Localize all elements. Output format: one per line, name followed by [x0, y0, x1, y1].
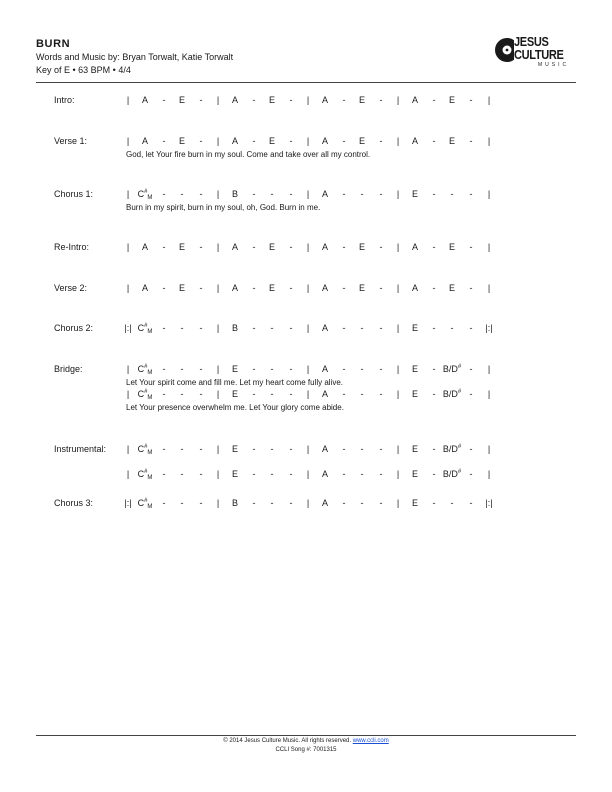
- chord-symbol: A: [321, 444, 329, 454]
- chord-symbol: E: [178, 95, 186, 105]
- beat-dash: -: [180, 444, 184, 454]
- beat-dash: -: [379, 498, 383, 508]
- beat-dash: -: [469, 469, 473, 479]
- chord-row: [0, 94, 612, 106]
- chord-symbol: E: [448, 136, 456, 146]
- chord-symbol: A: [321, 498, 329, 508]
- beat-dash: -: [199, 469, 203, 479]
- bar-line: |: [126, 444, 130, 454]
- chord-symbol: A: [141, 95, 149, 105]
- beat-dash: -: [379, 95, 383, 105]
- chord-symbol: $C^{\#}_M$: [137, 498, 153, 510]
- beat-dash: -: [289, 283, 293, 293]
- bar-line: |: [126, 95, 130, 105]
- chord-symbol: E: [411, 189, 419, 199]
- beat-dash: -: [379, 242, 383, 252]
- beat-dash: -: [252, 242, 256, 252]
- chord-symbol: E: [411, 389, 419, 399]
- chord-symbol: E: [358, 242, 366, 252]
- bar-line: |: [216, 283, 220, 293]
- beat-dash: -: [360, 364, 364, 374]
- beat-dash: -: [289, 242, 293, 252]
- chord-row: [0, 282, 612, 294]
- chord-symbol: A: [231, 283, 239, 293]
- beat-dash: -: [469, 242, 473, 252]
- bar-line: |: [306, 283, 310, 293]
- beat-dash: -: [252, 95, 256, 105]
- beat-dash: -: [270, 323, 274, 333]
- beat-dash: -: [469, 283, 473, 293]
- section-label: Chorus 1:: [54, 189, 94, 199]
- beat-dash: -: [342, 444, 346, 454]
- beat-dash: -: [162, 189, 166, 199]
- beat-dash: -: [360, 389, 364, 399]
- beat-dash: -: [252, 283, 256, 293]
- beat-dash: -: [432, 389, 436, 399]
- chord-row: [0, 443, 612, 455]
- chord-symbol: E: [358, 283, 366, 293]
- beat-dash: -: [360, 469, 364, 479]
- ccli-song-number: CCLI Song #: 7001315: [275, 747, 337, 753]
- beat-dash: -: [360, 498, 364, 508]
- chord-symbol: A: [321, 323, 329, 333]
- beat-dash: -: [199, 364, 203, 374]
- beat-dash: -: [379, 444, 383, 454]
- chord-symbol: B/D#: [442, 389, 462, 399]
- top-rule: [36, 82, 576, 83]
- chord-symbol: E: [268, 136, 276, 146]
- chord-symbol: E: [411, 469, 419, 479]
- beat-dash: -: [289, 364, 293, 374]
- beat-dash: -: [469, 389, 473, 399]
- lyric-line: God, let Your fire burn in my soul. Come and take over all my control.: [126, 150, 371, 159]
- ccli-link[interactable]: www.ccli.com: [352, 738, 389, 744]
- beat-dash: -: [270, 469, 274, 479]
- beat-dash: -: [379, 189, 383, 199]
- chord-symbol: E: [448, 283, 456, 293]
- beat-dash: -: [162, 323, 166, 333]
- bar-line: |: [487, 95, 491, 105]
- chord-symbol: A: [321, 242, 329, 252]
- beat-dash: -: [199, 242, 203, 252]
- bar-line: |: [306, 498, 310, 508]
- chord-symbol: E: [231, 469, 239, 479]
- bar-line: |: [396, 498, 400, 508]
- chord-symbol: B/D#: [442, 469, 462, 479]
- bar-line: |: [396, 444, 400, 454]
- beat-dash: -: [360, 189, 364, 199]
- chord-symbol: E: [448, 242, 456, 252]
- beat-dash: -: [180, 364, 184, 374]
- beat-dash: -: [180, 498, 184, 508]
- chord-row: [0, 135, 612, 147]
- beat-dash: -: [342, 498, 346, 508]
- beat-dash: -: [342, 283, 346, 293]
- bar-line: |: [487, 469, 491, 479]
- beat-dash: -: [360, 444, 364, 454]
- beat-dash: -: [162, 136, 166, 146]
- bar-line: |:|: [124, 323, 132, 333]
- chord-row: [0, 497, 612, 509]
- chord-symbol: A: [411, 136, 419, 146]
- record-disc-icon: [494, 35, 514, 65]
- beat-dash: -: [289, 323, 293, 333]
- beat-dash: -: [379, 389, 383, 399]
- section-label: Verse 2:: [54, 283, 88, 293]
- bar-line: |:|: [485, 498, 493, 508]
- beat-dash: -: [252, 498, 256, 508]
- beat-dash: -: [162, 242, 166, 252]
- beat-dash: -: [199, 283, 203, 293]
- chord-symbol: B: [231, 189, 239, 199]
- bar-line: |: [216, 323, 220, 333]
- chord-row: [0, 388, 612, 400]
- beat-dash: -: [379, 283, 383, 293]
- bar-line: |: [126, 242, 130, 252]
- chord-symbol: A: [321, 364, 329, 374]
- beat-dash: -: [432, 95, 436, 105]
- bar-line: |: [396, 242, 400, 252]
- bar-line: |: [126, 364, 130, 374]
- chord-symbol: E: [231, 444, 239, 454]
- beat-dash: -: [180, 323, 184, 333]
- chord-symbol: A: [141, 283, 149, 293]
- beat-dash: -: [162, 95, 166, 105]
- chord-symbol: B: [231, 323, 239, 333]
- beat-dash: -: [342, 389, 346, 399]
- beat-dash: -: [432, 498, 436, 508]
- chord-symbol: A: [411, 95, 419, 105]
- beat-dash: -: [252, 189, 256, 199]
- bar-line: |: [396, 95, 400, 105]
- bar-line: |: [126, 283, 130, 293]
- beat-dash: -: [469, 136, 473, 146]
- beat-dash: -: [469, 364, 473, 374]
- chord-row: [0, 188, 612, 200]
- chord-symbol: $C^{\#}_M$: [137, 364, 153, 376]
- bar-line: |:|: [124, 498, 132, 508]
- beat-dash: -: [252, 444, 256, 454]
- bar-line: |: [306, 95, 310, 105]
- beat-dash: -: [162, 364, 166, 374]
- beat-dash: -: [342, 364, 346, 374]
- logo-music-word: MUSIC: [538, 62, 570, 68]
- beat-dash: -: [432, 364, 436, 374]
- chord-symbol: E: [358, 95, 366, 105]
- beat-dash: -: [360, 323, 364, 333]
- beat-dash: -: [289, 389, 293, 399]
- chord-symbol: A: [411, 242, 419, 252]
- beat-dash: -: [199, 498, 203, 508]
- beat-dash: -: [342, 323, 346, 333]
- beat-dash: -: [199, 323, 203, 333]
- beat-dash: -: [270, 189, 274, 199]
- beat-dash: -: [432, 242, 436, 252]
- chord-symbol: E: [411, 498, 419, 508]
- beat-dash: -: [289, 498, 293, 508]
- bar-line: |: [126, 469, 130, 479]
- beat-dash: -: [432, 283, 436, 293]
- bar-line: |: [396, 469, 400, 479]
- bar-line: |: [216, 242, 220, 252]
- bar-line: |: [216, 95, 220, 105]
- bar-line: |:|: [485, 323, 493, 333]
- bar-line: |: [396, 364, 400, 374]
- bar-line: |: [306, 469, 310, 479]
- bar-line: |: [487, 189, 491, 199]
- chord-symbol: A: [321, 469, 329, 479]
- chord-symbol: E: [411, 323, 419, 333]
- bar-line: |: [216, 189, 220, 199]
- chord-symbol: A: [321, 189, 329, 199]
- beat-dash: -: [450, 498, 454, 508]
- beat-dash: -: [379, 136, 383, 146]
- beat-dash: -: [469, 444, 473, 454]
- chord-symbol: E: [411, 364, 419, 374]
- bar-line: |: [396, 323, 400, 333]
- chord-symbol: E: [268, 242, 276, 252]
- beat-dash: -: [199, 389, 203, 399]
- beat-dash: -: [379, 323, 383, 333]
- beat-dash: -: [252, 364, 256, 374]
- beat-dash: -: [469, 323, 473, 333]
- beat-dash: -: [180, 189, 184, 199]
- bar-line: |: [487, 364, 491, 374]
- chord-symbol: A: [321, 389, 329, 399]
- song-key-tempo: Key of E • 63 BPM • 4/4: [36, 65, 131, 75]
- bar-line: |: [487, 136, 491, 146]
- beat-dash: -: [180, 469, 184, 479]
- beat-dash: -: [252, 136, 256, 146]
- beat-dash: -: [469, 95, 473, 105]
- chord-symbol: E: [178, 242, 186, 252]
- section-label: Instrumental:: [54, 444, 107, 454]
- bar-line: |: [487, 283, 491, 293]
- beat-dash: -: [469, 498, 473, 508]
- chord-row: [0, 468, 612, 480]
- chord-symbol: E: [231, 364, 239, 374]
- bar-line: |: [306, 444, 310, 454]
- beat-dash: -: [162, 498, 166, 508]
- chord-symbol: A: [231, 242, 239, 252]
- chord-symbol: E: [268, 95, 276, 105]
- bar-line: |: [306, 364, 310, 374]
- beat-dash: -: [252, 323, 256, 333]
- beat-dash: -: [162, 389, 166, 399]
- chord-symbol: A: [231, 136, 239, 146]
- chord-symbol: A: [321, 283, 329, 293]
- beat-dash: -: [342, 189, 346, 199]
- bar-line: |: [306, 389, 310, 399]
- beat-dash: -: [199, 444, 203, 454]
- logo-wordmark: JESUS CULTURE: [514, 34, 564, 62]
- lyric-line: Let Your presence overwhelm me. Let Your glory come abide.: [126, 403, 344, 412]
- bar-line: |: [396, 189, 400, 199]
- song-header: [36, 37, 233, 77]
- bar-line: |: [487, 444, 491, 454]
- beat-dash: -: [162, 283, 166, 293]
- bar-line: |: [306, 136, 310, 146]
- copyright-line: [0, 737, 612, 746]
- beat-dash: -: [432, 323, 436, 333]
- chord-symbol: B: [231, 498, 239, 508]
- chord-symbol: A: [321, 136, 329, 146]
- lyric-line: Burn in my spirit, burn in my soul, oh, God. Burn in me.: [126, 203, 321, 212]
- beat-dash: -: [450, 323, 454, 333]
- beat-dash: -: [342, 469, 346, 479]
- lyric-line: Let Your spirit come and fill me. Let my heart come fully alive.: [126, 378, 343, 387]
- beat-dash: -: [199, 136, 203, 146]
- beat-dash: -: [289, 136, 293, 146]
- chord-symbol: $C^{\#}_M$: [137, 469, 153, 481]
- beat-dash: -: [162, 469, 166, 479]
- section-label: Re-Intro:: [54, 242, 90, 252]
- bar-line: |: [396, 136, 400, 146]
- chord-symbol: E: [411, 444, 419, 454]
- beat-dash: -: [252, 469, 256, 479]
- bar-line: |: [306, 323, 310, 333]
- beat-dash: -: [450, 189, 454, 199]
- chord-symbol: A: [231, 95, 239, 105]
- chord-symbol: $C^{\#}_M$: [137, 323, 153, 335]
- beat-dash: -: [252, 389, 256, 399]
- chord-row: [0, 363, 612, 375]
- bar-line: |: [216, 364, 220, 374]
- bar-line: |: [216, 389, 220, 399]
- beat-dash: -: [432, 189, 436, 199]
- chord-symbol: B/D#: [442, 444, 462, 454]
- song-credits: Words and Music by: Bryan Torwalt, Katie Torwalt: [36, 52, 234, 62]
- bar-line: |: [487, 389, 491, 399]
- beat-dash: -: [199, 189, 203, 199]
- beat-dash: -: [289, 469, 293, 479]
- chord-row: [0, 241, 612, 253]
- song-title: BURN: [36, 38, 71, 50]
- chord-symbol: E: [358, 136, 366, 146]
- bar-line: |: [216, 469, 220, 479]
- chord-symbol: E: [178, 283, 186, 293]
- chord-symbol: $C^{\#}_M$: [137, 389, 153, 401]
- beat-dash: -: [432, 469, 436, 479]
- bar-line: |: [126, 189, 130, 199]
- bar-line: |: [216, 444, 220, 454]
- section-label: Bridge:: [54, 364, 83, 374]
- chord-symbol: B/D#: [442, 364, 462, 374]
- bar-line: |: [306, 242, 310, 252]
- bar-line: |: [126, 136, 130, 146]
- bar-line: |: [396, 283, 400, 293]
- beat-dash: -: [432, 136, 436, 146]
- bar-line: |: [306, 189, 310, 199]
- chord-row: [0, 322, 612, 334]
- beat-dash: -: [342, 136, 346, 146]
- beat-dash: -: [379, 469, 383, 479]
- beat-dash: -: [469, 189, 473, 199]
- beat-dash: -: [379, 364, 383, 374]
- beat-dash: -: [270, 389, 274, 399]
- chord-symbol: E: [178, 136, 186, 146]
- chord-symbol: $C^{\#}_M$: [137, 189, 153, 201]
- beat-dash: -: [180, 389, 184, 399]
- section-label: Verse 1:: [54, 136, 88, 146]
- jesus-culture-logo: [494, 35, 578, 71]
- bar-line: |: [396, 389, 400, 399]
- bar-line: |: [487, 242, 491, 252]
- chord-symbol: $C^{\#}_M$: [137, 444, 153, 456]
- beat-dash: -: [270, 498, 274, 508]
- bar-line: |: [216, 136, 220, 146]
- section-label: Chorus 2:: [54, 323, 94, 333]
- bar-line: |: [216, 498, 220, 508]
- beat-dash: -: [289, 189, 293, 199]
- chord-symbol: E: [268, 283, 276, 293]
- beat-dash: -: [270, 444, 274, 454]
- beat-dash: -: [432, 444, 436, 454]
- bar-line: |: [126, 389, 130, 399]
- beat-dash: -: [289, 95, 293, 105]
- chord-symbol: A: [321, 95, 329, 105]
- beat-dash: -: [199, 95, 203, 105]
- beat-dash: -: [289, 444, 293, 454]
- section-label: Intro:: [54, 95, 75, 105]
- beat-dash: -: [162, 444, 166, 454]
- beat-dash: -: [342, 242, 346, 252]
- beat-dash: -: [342, 95, 346, 105]
- chord-symbol: E: [448, 95, 456, 105]
- beat-dash: -: [270, 364, 274, 374]
- bottom-rule: [36, 735, 576, 736]
- chord-symbol: A: [141, 242, 149, 252]
- chord-symbol: A: [141, 136, 149, 146]
- copyright-text: © 2014 Jesus Culture Music. All rights reserved.: [223, 738, 352, 744]
- section-label: Chorus 3:: [54, 498, 94, 508]
- chord-symbol: E: [231, 389, 239, 399]
- chord-symbol: A: [411, 283, 419, 293]
